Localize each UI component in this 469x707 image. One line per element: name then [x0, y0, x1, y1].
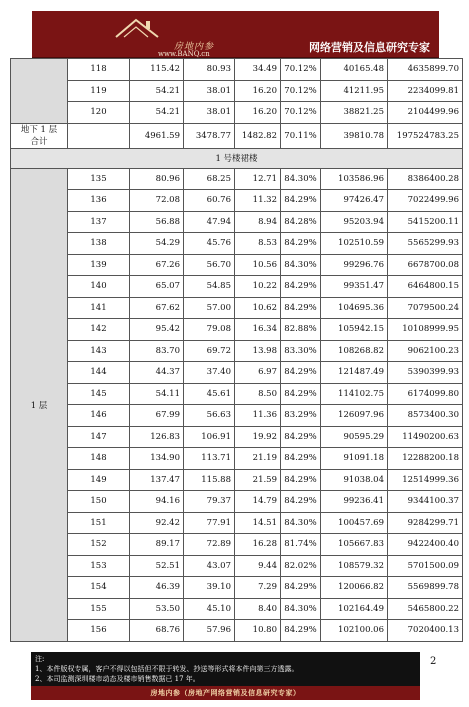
house-roof-icon	[96, 15, 166, 41]
unit-cell: 155	[68, 598, 130, 620]
unit-cell: 156	[68, 620, 130, 642]
inner-area-cell: 60.76	[184, 190, 235, 212]
area-cell: 52.51	[130, 555, 184, 577]
ratio-cell: 84.29%	[281, 620, 321, 642]
ratio-cell: 84.30%	[281, 598, 321, 620]
inner-area-cell: 45.76	[184, 233, 235, 255]
price-cell: 41211.95	[321, 80, 388, 102]
shared-area-cell: 19.92	[235, 426, 281, 448]
shared-area-cell: 11.36	[235, 405, 281, 427]
ratio-cell: 70.12%	[281, 102, 321, 124]
price-cell: 91038.04	[321, 469, 388, 491]
inner-area-cell: 38.01	[184, 80, 235, 102]
price-cell: 91091.18	[321, 448, 388, 470]
sales-table	[10, 58, 463, 642]
shared-area-cell: 8.40	[235, 598, 281, 620]
unit-cell: 135	[68, 168, 130, 190]
inner-area-cell: 39.10	[184, 577, 235, 599]
price-cell: 99236.41	[321, 491, 388, 513]
price-cell: 102164.49	[321, 598, 388, 620]
total-cell: 7079500.24	[388, 297, 463, 319]
table-row	[11, 190, 463, 212]
shared-area-cell: 8.50	[235, 383, 281, 405]
total-cell: 9344100.37	[388, 491, 463, 513]
total-cell: 10108999.95	[388, 319, 463, 341]
inner-area-cell: 57.96	[184, 620, 235, 642]
price-cell: 108268.82	[321, 340, 388, 362]
unit-cell: 120	[68, 102, 130, 124]
ratio-cell: 84.29%	[281, 469, 321, 491]
ratio-cell: 84.30%	[281, 512, 321, 534]
table-row	[11, 555, 463, 577]
note-label: 注:	[35, 655, 45, 663]
area-cell: 68.76	[130, 620, 184, 642]
table-row	[11, 383, 463, 405]
ratio-cell: 83.30%	[281, 340, 321, 362]
total-cell: 12514999.36	[388, 469, 463, 491]
shared-area-cell: 16.20	[235, 80, 281, 102]
area-cell: 95.42	[130, 319, 184, 341]
table-row	[11, 80, 463, 102]
shared-area-cell: 9.44	[235, 555, 281, 577]
inner-area-cell: 43.07	[184, 555, 235, 577]
inner-area-cell: 72.89	[184, 534, 235, 556]
unit-cell: 146	[68, 405, 130, 427]
header-banner	[32, 11, 439, 59]
price-cell: 105942.15	[321, 319, 388, 341]
price-cell: 97426.47	[321, 190, 388, 212]
logo-url: www.BANQ.cn	[158, 50, 210, 58]
shared-area-cell: 11.32	[235, 190, 281, 212]
note-1: 1、本件版权专属，客户不得以包括但不限于转发、抄送等形式将本件向第三方透露。	[35, 665, 299, 673]
shared-area-cell: 6.97	[235, 362, 281, 384]
price-cell: 121487.49	[321, 362, 388, 384]
ratio-cell: 84.28%	[281, 211, 321, 233]
price-cell: 99296.76	[321, 254, 388, 276]
unit-cell: 153	[68, 555, 130, 577]
shared-area-cell: 12.71	[235, 168, 281, 190]
inner-area-cell: 79.08	[184, 319, 235, 341]
area-cell: 54.21	[130, 80, 184, 102]
unit-cell: 145	[68, 383, 130, 405]
area-cell: 65.07	[130, 276, 184, 298]
ratio-cell: 84.30%	[281, 168, 321, 190]
top-group-label	[11, 59, 68, 124]
unit-cell: 142	[68, 319, 130, 341]
inner-area-cell: 106.91	[184, 426, 235, 448]
shared-area-cell: 14.51	[235, 512, 281, 534]
price-cell: 114102.75	[321, 383, 388, 405]
area-cell: 44.37	[130, 362, 184, 384]
area-cell: 94.16	[130, 491, 184, 513]
footer-band: 房地内参（房地产网络营销及信息研究专家）	[31, 686, 420, 700]
total-cell: 8573400.30	[388, 405, 463, 427]
subtotal-inner: 3478.77	[184, 123, 235, 148]
logo-text: 房地内参	[174, 42, 215, 52]
area-cell: 134.90	[130, 448, 184, 470]
inner-area-cell: 45.10	[184, 598, 235, 620]
price-cell: 102100.06	[321, 620, 388, 642]
area-cell: 67.99	[130, 405, 184, 427]
shared-area-cell: 21.19	[235, 448, 281, 470]
total-cell: 8386400.28	[388, 168, 463, 190]
shared-area-cell: 16.20	[235, 102, 281, 124]
inner-area-cell: 115.88	[184, 469, 235, 491]
price-cell: 100457.69	[321, 512, 388, 534]
unit-cell: 144	[68, 362, 130, 384]
price-cell: 104695.36	[321, 297, 388, 319]
shared-area-cell: 16.34	[235, 319, 281, 341]
unit-cell: 143	[68, 340, 130, 362]
inner-area-cell: 77.91	[184, 512, 235, 534]
shared-area-cell: 16.28	[235, 534, 281, 556]
ratio-cell: 84.29%	[281, 233, 321, 255]
ratio-cell: 84.29%	[281, 448, 321, 470]
subtotal-ratio: 70.11%	[281, 123, 321, 148]
table-row	[11, 426, 463, 448]
total-cell: 7020400.13	[388, 620, 463, 642]
total-cell: 4635899.70	[388, 59, 463, 81]
table-row	[11, 340, 463, 362]
total-cell: 5565299.93	[388, 233, 463, 255]
unit-cell: 139	[68, 254, 130, 276]
price-cell: 95203.94	[321, 211, 388, 233]
price-cell: 126097.96	[321, 405, 388, 427]
price-cell: 40165.48	[321, 59, 388, 81]
table-row	[11, 598, 463, 620]
section-title: 1 号楼裙楼	[11, 148, 463, 168]
ratio-cell: 84.29%	[281, 383, 321, 405]
subtotal-price: 39810.78	[321, 123, 388, 148]
price-cell: 90595.29	[321, 426, 388, 448]
shared-area-cell: 10.56	[235, 254, 281, 276]
subtotal-label-line2: 合计	[30, 136, 48, 147]
inner-area-cell: 45.61	[184, 383, 235, 405]
ratio-cell: 84.29%	[281, 297, 321, 319]
table-row	[11, 102, 463, 124]
ratio-cell: 81.74%	[281, 534, 321, 556]
unit-cell: 136	[68, 190, 130, 212]
table-row	[11, 534, 463, 556]
price-cell: 102510.59	[321, 233, 388, 255]
top-rows	[11, 59, 463, 124]
total-cell: 5415200.11	[388, 211, 463, 233]
area-cell: 92.42	[130, 512, 184, 534]
section-header-row	[11, 148, 463, 168]
ratio-cell: 82.88%	[281, 319, 321, 341]
shared-area-cell: 7.29	[235, 577, 281, 599]
table-row	[11, 211, 463, 233]
area-cell: 67.62	[130, 297, 184, 319]
shared-area-cell: 21.59	[235, 469, 281, 491]
table-row	[11, 405, 463, 427]
area-cell: 83.70	[130, 340, 184, 362]
price-cell: 120066.82	[321, 577, 388, 599]
ratio-cell: 83.29%	[281, 405, 321, 427]
area-cell: 126.83	[130, 426, 184, 448]
price-cell: 108579.32	[321, 555, 388, 577]
table-row	[11, 577, 463, 599]
total-cell: 5569899.78	[388, 577, 463, 599]
unit-cell: 118	[68, 59, 130, 81]
inner-area-cell: 68.25	[184, 168, 235, 190]
price-cell: 38821.25	[321, 102, 388, 124]
unit-cell: 151	[68, 512, 130, 534]
inner-area-cell: 69.72	[184, 340, 235, 362]
total-cell: 5701500.09	[388, 555, 463, 577]
unit-cell: 152	[68, 534, 130, 556]
ratio-cell: 84.29%	[281, 190, 321, 212]
subtotal-total: 197524783.25	[388, 123, 463, 148]
inner-area-cell: 54.85	[184, 276, 235, 298]
total-cell: 12288200.18	[388, 448, 463, 470]
shared-area-cell: 8.53	[235, 233, 281, 255]
inner-area-cell: 57.00	[184, 297, 235, 319]
unit-cell: 149	[68, 469, 130, 491]
area-cell: 137.47	[130, 469, 184, 491]
table-row	[11, 319, 463, 341]
area-cell: 80.96	[130, 168, 184, 190]
header-title: 网络营销及信息研究专家	[309, 41, 430, 54]
table-row	[11, 254, 463, 276]
table-row	[11, 297, 463, 319]
total-cell: 5390399.93	[388, 362, 463, 384]
subtotal-label	[11, 123, 68, 148]
total-cell: 2234099.81	[388, 80, 463, 102]
ratio-cell: 84.29%	[281, 577, 321, 599]
unit-cell: 119	[68, 80, 130, 102]
total-cell: 9062100.23	[388, 340, 463, 362]
unit-cell: 150	[68, 491, 130, 513]
ratio-cell: 84.29%	[281, 491, 321, 513]
table-row	[11, 59, 463, 81]
area-cell: 115.42	[130, 59, 184, 81]
footer-notes	[31, 652, 420, 686]
price-cell: 103586.96	[321, 168, 388, 190]
area-cell: 46.39	[130, 577, 184, 599]
total-cell: 6174099.80	[388, 383, 463, 405]
unit-cell: 147	[68, 426, 130, 448]
shared-area-cell: 10.80	[235, 620, 281, 642]
shared-area-cell: 10.22	[235, 276, 281, 298]
inner-area-cell: 80.93	[184, 59, 235, 81]
shared-area-cell: 13.98	[235, 340, 281, 362]
total-cell: 9284299.71	[388, 512, 463, 534]
page-number: 2	[430, 656, 437, 667]
ratio-cell: 82.02%	[281, 555, 321, 577]
area-cell: 54.11	[130, 383, 184, 405]
area-cell: 56.88	[130, 211, 184, 233]
area-cell: 89.17	[130, 534, 184, 556]
ratio-cell: 70.12%	[281, 80, 321, 102]
area-cell: 54.21	[130, 102, 184, 124]
note-2: 2、本司监测深圳楼市动态及楼市销售数据已 17 年。	[35, 675, 200, 683]
area-cell: 54.29	[130, 233, 184, 255]
shared-area-cell: 34.49	[235, 59, 281, 81]
subtotal-empty	[68, 123, 130, 148]
inner-area-cell: 79.37	[184, 491, 235, 513]
table-row	[11, 276, 463, 298]
unit-cell: 140	[68, 276, 130, 298]
floor-rows	[11, 168, 463, 641]
total-cell: 7022499.96	[388, 190, 463, 212]
table-row	[11, 491, 463, 513]
table-row	[11, 469, 463, 491]
table-row	[11, 168, 463, 190]
ratio-cell: 84.29%	[281, 276, 321, 298]
table-row	[11, 233, 463, 255]
unit-cell: 141	[68, 297, 130, 319]
subtotal-row	[11, 123, 463, 148]
area-cell: 67.26	[130, 254, 184, 276]
subtotal-shared: 1482.82	[235, 123, 281, 148]
price-cell: 105667.83	[321, 534, 388, 556]
table-row	[11, 362, 463, 384]
shared-area-cell: 14.79	[235, 491, 281, 513]
price-cell: 99351.47	[321, 276, 388, 298]
total-cell: 11490200.63	[388, 426, 463, 448]
table-row	[11, 448, 463, 470]
unit-cell: 148	[68, 448, 130, 470]
inner-area-cell: 56.70	[184, 254, 235, 276]
floor-label: 1 层	[11, 168, 68, 641]
unit-cell: 137	[68, 211, 130, 233]
ratio-cell: 84.29%	[281, 362, 321, 384]
logo	[96, 15, 256, 58]
inner-area-cell: 47.94	[184, 211, 235, 233]
shared-area-cell: 10.62	[235, 297, 281, 319]
ratio-cell: 70.12%	[281, 59, 321, 81]
unit-cell: 138	[68, 233, 130, 255]
subtotal-label-line1: 地下 1 层	[20, 124, 58, 135]
total-cell: 9422400.40	[388, 534, 463, 556]
total-cell: 2104499.96	[388, 102, 463, 124]
unit-cell: 154	[68, 577, 130, 599]
subtotal-area: 4961.59	[130, 123, 184, 148]
ratio-cell: 84.29%	[281, 426, 321, 448]
total-cell: 6464800.15	[388, 276, 463, 298]
inner-area-cell: 37.40	[184, 362, 235, 384]
total-cell: 5465800.22	[388, 598, 463, 620]
table-row	[11, 620, 463, 642]
area-cell: 72.08	[130, 190, 184, 212]
inner-area-cell: 56.63	[184, 405, 235, 427]
table-row	[11, 512, 463, 534]
total-cell: 6678700.08	[388, 254, 463, 276]
shared-area-cell: 8.94	[235, 211, 281, 233]
area-cell: 53.50	[130, 598, 184, 620]
ratio-cell: 84.30%	[281, 254, 321, 276]
inner-area-cell: 113.71	[184, 448, 235, 470]
inner-area-cell: 38.01	[184, 102, 235, 124]
